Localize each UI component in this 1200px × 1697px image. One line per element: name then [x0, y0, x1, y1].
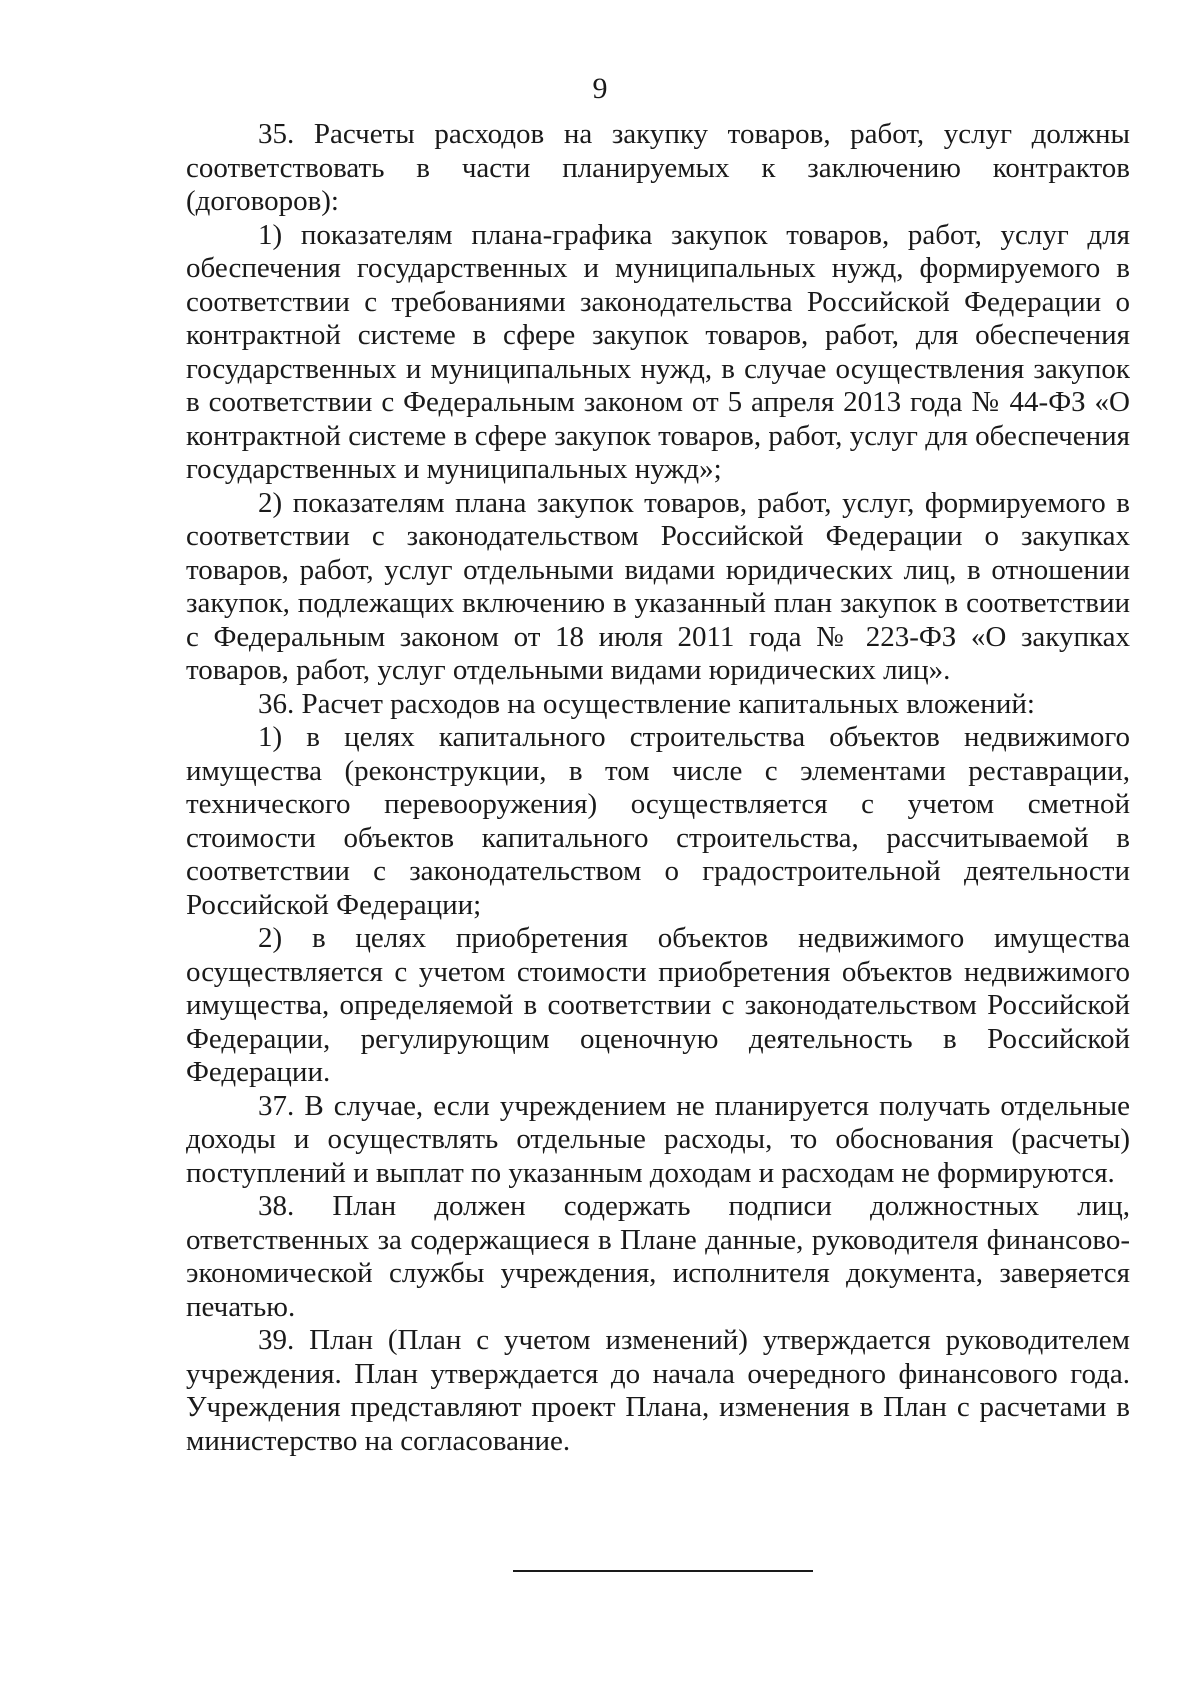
paragraph-36: 36. Расчет расходов на осуществление капитальных вложений:	[258, 687, 1035, 720]
page-number: 9	[592, 72, 608, 105]
paragraph-35-item-2: 2) показателям плана закупок товаров, работ, услуг, формируемого в соответствии с законодательством Российской Федерации о закупках товаров, работ, услуг отдельными видами юридических лиц, в отношении закупок, подлежащих включению в указанный план закупок в соответствии с Федеральным законом от 18 июля 2011 года № 223-ФЗ «О закупках товаров, работ, услуг отдельными видами юридических лиц».	[186, 486, 1130, 686]
paragraph-38: 38. План должен содержать подписи должностных лиц, ответственных за содержащиеся в Плане данные, руководителя финансово-экономической службы учреждения, исполнителя документа, заверяется печатью.	[186, 1190, 1130, 1323]
paragraph-39: 39. План (План с учетом изменений) утверждается руководителем учреждения. План утверждается до начала очередного финансового года. Учреждения представляют проект Плана, изменения в План с расчетами в министерство на согласование.	[186, 1324, 1130, 1457]
paragraph-36-item-2: 2) в целях приобретения объектов недвижимого имущества осуществляется с учетом стоимости приобретения объектов недвижимого имущества, определяемой в соответствии с законодательством Российской Федерации, регулирующим оценочную деятельность в Российской Федерации.	[186, 922, 1130, 1088]
paragraph-35: 35. Расчеты расходов на закупку товаров, работ, услуг должны соответствовать в части планируемых к заключению контрактов (договоров):	[186, 118, 1130, 217]
paragraph-36-item-1: 1) в целях капитального строительства объектов недвижимого имущества (реконструкции, в том числе с элементами реставрации, технического перевооружения) осуществляется с учетом сметной стоимости объектов капитального строительства, рассчитываемой в соответствии с законодательством о градостроительной деятельности Российской Федерации;	[186, 721, 1130, 921]
end-divider-line	[513, 1570, 813, 1572]
document-body	[186, 118, 1130, 1458]
paragraph-35-item-1: 1) показателям плана-графика закупок товаров, работ, услуг для обеспечения государственных и муниципальных нужд, формируемого в соответствии с требованиями законодательства Российской Федерации о контрактной системе в сфере закупок товаров, работ, для обеспечения государственных и муниципальных нужд, в случае осуществления закупок в соответствии с Федеральным законом от 5 апреля 2013 года № 44-ФЗ «О контрактной системе в сфере закупок товаров, работ, услуг для обеспечения государственных и муниципальных нужд»;	[186, 218, 1130, 485]
paragraph-37: 37. В случае, если учреждением не планируется получать отдельные доходы и осуществлять отдельные расходы, то обоснования (расчеты) поступлений и выплат по указанным доходам и расходам не формируются.	[186, 1089, 1130, 1189]
